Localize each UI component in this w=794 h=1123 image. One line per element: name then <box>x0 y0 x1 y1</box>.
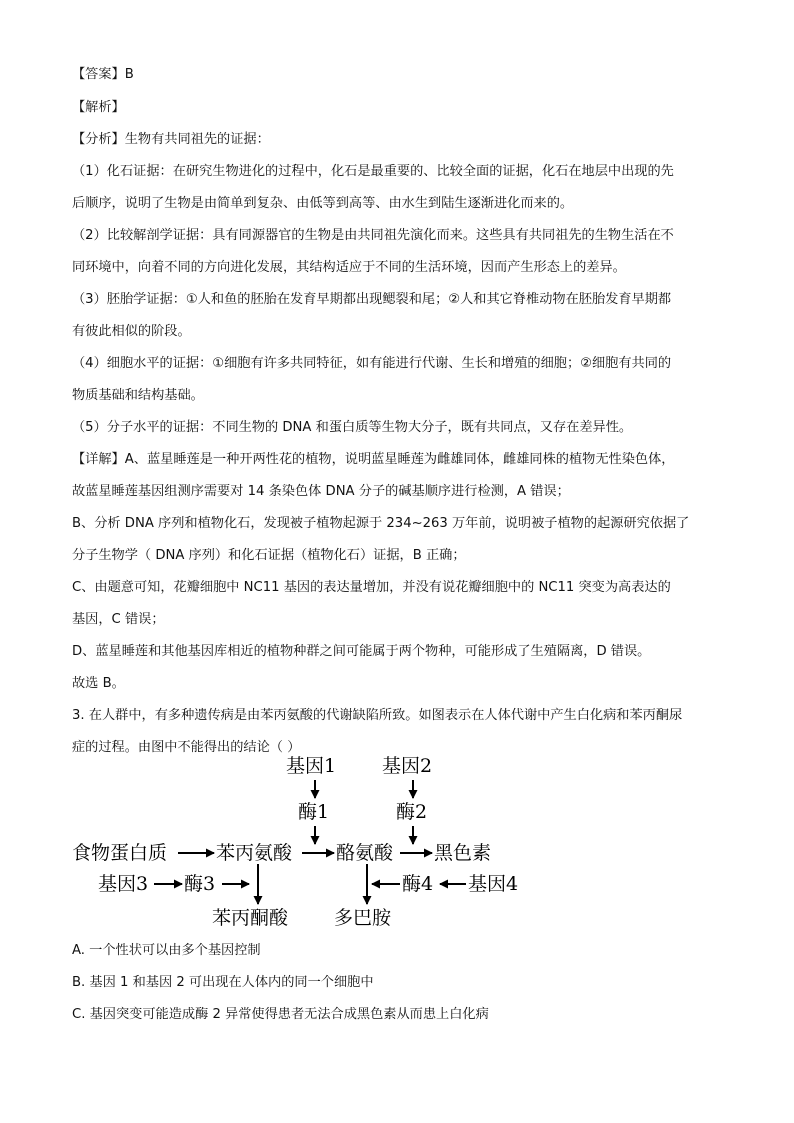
text-line: B、分析 DNA 序列和植物化石，发现被子植物起源于 234~263 万年前，说明被子植物的起源研究依据了 <box>72 516 690 531</box>
text-line: D、蓝星睡莲和其他基因库相近的植物种群之间可能属于两个物种，可能形成了生殖隔离，D 错误。 <box>72 644 651 659</box>
text-line: （5）分子水平的证据：不同生物的 DNA 和蛋白质等生物大分子，既有共同点，又存在差异性。 <box>72 420 633 435</box>
text-line: 有彼此相似的阶段。 <box>72 324 191 339</box>
text-line: 【详解】A、蓝星睡莲是一种开两性花的植物，说明蓝星睡莲为雌雄同体，雌雄同株的植物无性染色体， <box>72 452 675 467</box>
dopamine-label: 多巴胺 <box>334 907 392 929</box>
text-line: （2）比较解剖学证据：具有同源器官的生物是由共同祖先演化而来。这些具有共同祖先的生物生活在不 <box>72 228 674 243</box>
melanin-label: 黑色素 <box>434 842 492 864</box>
enzyme1-label: 酶1 <box>298 801 330 823</box>
text-line: （1）化石证据：在研究生物进化的过程中，化石是最重要的、比较全面的证据，化石在地层中出现的先 <box>72 164 674 179</box>
enzyme3-label: 酶3 <box>184 873 216 895</box>
question-line: 3. 在人群中，有多种遗传病是由苯丙氨酸的代谢缺陷所致。如图表示在人体代谢中产生白化病和苯丙酮尿 <box>72 708 683 723</box>
analysis-heading: 【解析】 <box>72 100 125 115</box>
phenylalanine-label: 苯丙氨酸 <box>216 842 293 864</box>
option-c: C. 基因突变可能造成酶 2 异常使得患者无法合成黑色素从而患上白化病 <box>72 1007 489 1022</box>
gene3-label: 基因3 <box>98 873 149 895</box>
option-a: A. 一个性状可以由多个基因控制 <box>72 943 261 958</box>
enzyme4-label: 酶4 <box>402 873 434 895</box>
text-line: C、由题意可知，花瓣细胞中 NC11 基因的表达量增加，并没有说花瓣细胞中的 NC11 突变为高表达的 <box>72 580 671 595</box>
food-protein-label: 食物蛋白质 <box>72 842 168 864</box>
text-line: 基因，C 错误； <box>72 612 165 627</box>
text-line: 分子生物学（ DNA 序列）和化石证据（植物化石）证据，B 正确； <box>72 548 466 563</box>
text-line: 故蓝星睡莲基因组测序需要对 14 条染色体 DNA 分子的碱基顺序进行检测，A 错误； <box>72 484 570 499</box>
phenylpyruvate-label: 苯丙酮酸 <box>212 907 289 929</box>
gene4-label: 基因4 <box>468 873 519 895</box>
text-line: 后顺序，说明了生物是由简单到复杂、由低等到高等、由水生到陆生逐渐进化而来的。 <box>72 196 574 211</box>
metabolism-pathway-diagram <box>64 748 534 933</box>
text-line: 【分析】生物有共同祖先的证据： <box>72 132 270 147</box>
answer-line: 【答案】B <box>72 67 134 82</box>
text-line: 物质基础和结构基础。 <box>72 388 204 403</box>
text-line: （3）胚胎学证据：①人和鱼的胚胎在发育早期都出现鳃裂和尾；②人和其它脊椎动物在胚胎发育早期都 <box>72 292 672 307</box>
text-line: 同环境中，向着不同的方向进化发展，其结构适应于不同的生活环境，因而产生形态上的差异。 <box>72 260 626 275</box>
text-line: （4）细胞水平的证据：①细胞有许多共同特征，如有能进行代谢、生长和增殖的细胞；②细胞有共同的 <box>72 356 672 371</box>
option-b: B. 基因 1 和基因 2 可出现在人体内的同一个细胞中 <box>72 975 374 990</box>
text-line: 故选 B。 <box>72 676 125 691</box>
gene1-label: 基因1 <box>286 755 337 777</box>
enzyme2-label: 酶2 <box>396 801 428 823</box>
question-line: 症的过程。由图中不能得出的结论（ ） <box>72 740 301 755</box>
gene2-label: 基因2 <box>382 755 433 777</box>
tyrosine-label: 酪氨酸 <box>336 842 394 864</box>
